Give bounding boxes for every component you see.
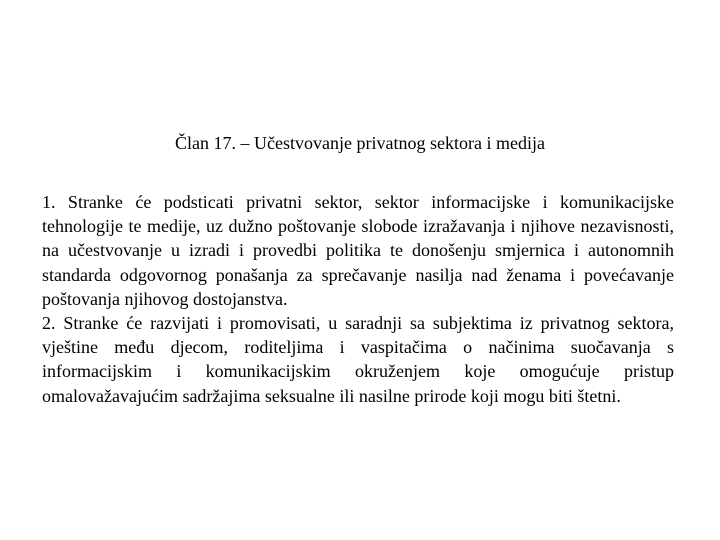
- paragraph-1: 1. Stranke će podsticati privatni sektor, sektor informacijske i komunikacijske tehnologije te medije, uz dužno poštovanje slobode izražavanja i njihove nezavisnosti, na učestvovanje u izradi i provedbi politika te donošenju smjernica i autonomnih standarda odgovornog ponašanja za sprečavanje nasilja nad ženama i povećavanje poštovanja njihovog dostojanstva.: [42, 192, 674, 309]
- paragraph-2: 2. Stranke će razvijati i promovisati, u saradnji sa subjektima iz privatnog sektora, vještine među djecom, roditeljima i vaspitačima o načinima suočavanja s informacijskim i komunikacijskim okruženjem koje omogućuje pristup omalovažavajućim sadržajima seksualne ili nasilne prirode koji mogu biti štetni.: [42, 313, 674, 406]
- article-title: Član 17. – Učestvovanje privatnog sektora i medija: [175, 133, 545, 153]
- article-body: [42, 190, 674, 408]
